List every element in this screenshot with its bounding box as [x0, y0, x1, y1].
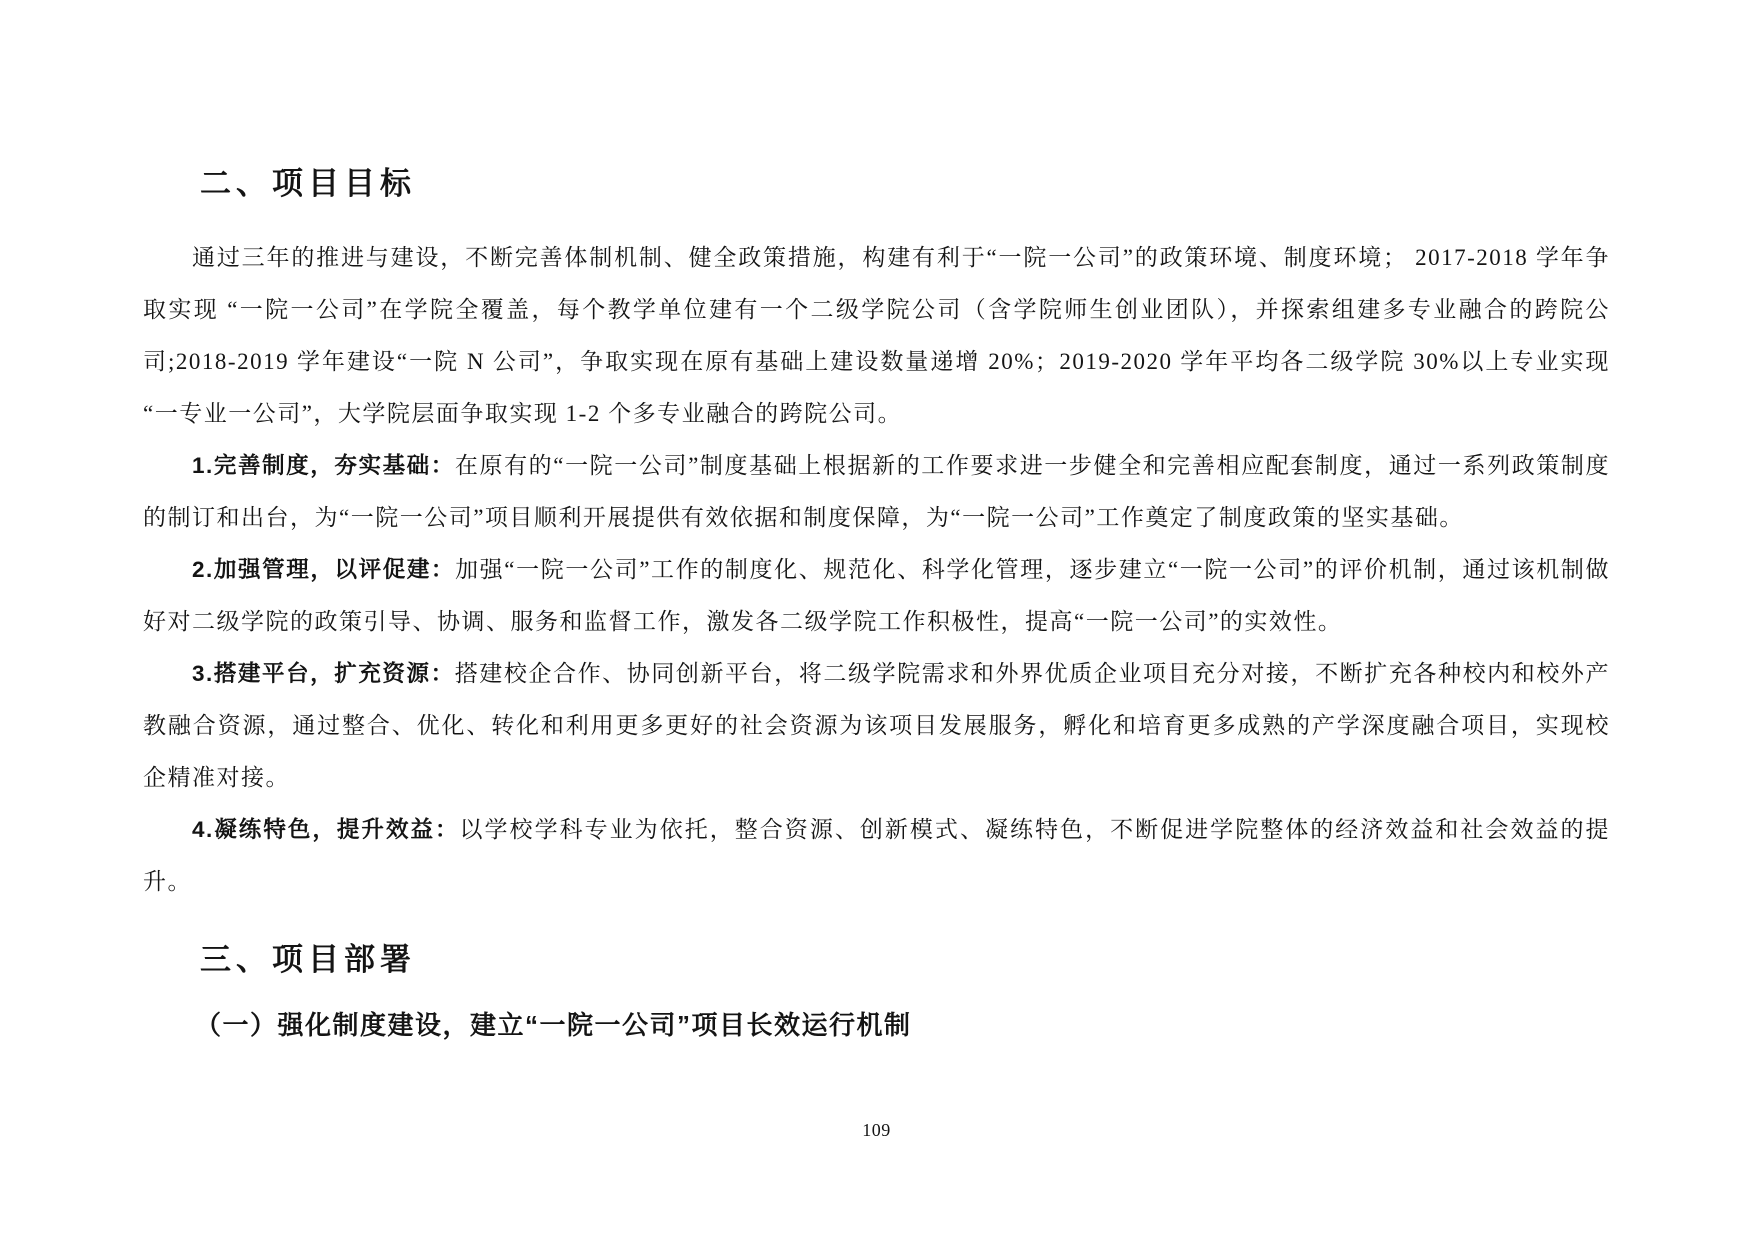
- subsection-heading-system-building: （一）强化制度建设，建立“一院一公司”项目长效运行机制: [195, 1010, 912, 1040]
- goals-item-1: [143, 440, 1610, 544]
- goals-item-3-text: 搭建校企合作、协同创新平台，将二级学院需求和外界优质企业项目充分对接，不断扩充各种校内和校外产教融合资源，通过整合、优化、转化和利用更多更好的社会资源为该项目发展服务，孵化和培育更多成熟的产学深度融合项目，实现校企精准对接。: [143, 661, 1611, 790]
- goals-item-4-text: 以学校学科专业为依托，整合资源、创新模式、凝练特色，不断促进学院整体的经济效益和社会效益的提升。: [143, 817, 1611, 894]
- page-number: 109: [862, 1120, 891, 1140]
- goals-item-4: [143, 804, 1610, 908]
- goals-item-2-lead: 2.加强管理，以评促建：: [192, 557, 456, 582]
- goals-item-2: [143, 544, 1610, 648]
- section-heading-goals: 二、项目目标: [200, 166, 416, 201]
- goals-item-1-text: 在原有的“一院一公司”制度基础上根据新的工作要求进一步健全和完善相应配套制度，通过一系列政策制度的制订和出台，为“一院一公司”项目顺利开展提供有效依据和制度保障，为“一院一公司”工作奠定了制度政策的坚实基础。: [143, 453, 1611, 530]
- goals-item-3-lead: 3.搭建平台，扩充资源：: [192, 661, 455, 686]
- goals-intro-paragraph: 通过三年的推进与建设，不断完善体制机制、健全政策措施，构建有利于“一院一公司”的政策环境、制度环境； 2017-2018 学年争取实现 “一院一公司”在学院全覆盖，每个教学单位建有一个二级学院公司（含学院师生创业团队），并探索组建多专业融合的跨院公司;2018-2019 学年建设“一院 N 公司”，争取实现在原有基础上建设数量递增 20%；2019-2020 学年平均各二级学院 30%以上专业实现“一专业一公司”，大学院层面争取实现 1-2 个多专业融合的跨院公司。: [143, 245, 1610, 426]
- goals-item-1-lead: 1.完善制度，夯实基础：: [192, 453, 455, 478]
- section-heading-deployment: 三、项目部署: [200, 942, 416, 977]
- goals-item-3: [143, 648, 1610, 804]
- goals-item-4-lead: 4.凝练特色，提升效益：: [192, 817, 460, 842]
- goals-item-2-text: 加强“一院一公司”工作的制度化、规范化、科学化管理，逐步建立“一院一公司”的评价机制，通过该机制做好对二级学院的政策引导、协调、服务和监督工作，激发各二级学院工作积极性，提高“一院一公司”的实效性。: [143, 557, 1611, 634]
